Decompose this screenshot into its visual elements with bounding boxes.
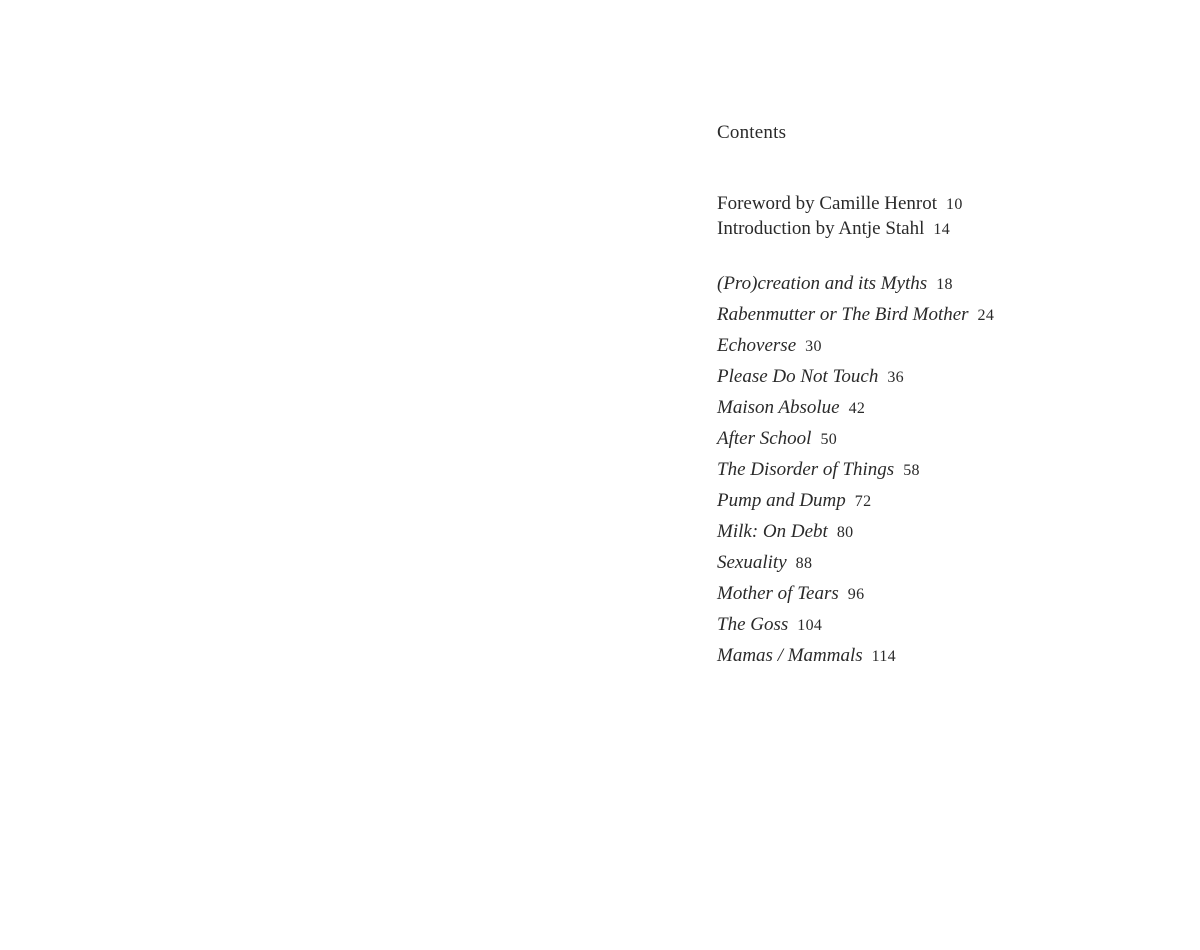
chapter-title: Echoverse [717, 335, 797, 356]
page-number: 104 [797, 617, 823, 634]
page-number: 42 [848, 400, 866, 417]
chapter-title: The Disorder of Things [717, 459, 895, 480]
entry-title: Introduction by Antje Stahl [717, 218, 925, 239]
chapter-title: Rabenmutter or The Bird Mother [717, 304, 969, 325]
toc-entry-chapter [717, 610, 994, 641]
toc-entry-chapter [717, 362, 994, 393]
page-number: 58 [903, 462, 920, 479]
page-number: 88 [795, 555, 813, 572]
toc-entry-chapter [717, 455, 994, 486]
toc-entry-chapter [717, 300, 994, 331]
page-number: 10 [946, 196, 963, 213]
page-number: 24 [977, 307, 995, 324]
toc-entry-chapter [717, 331, 994, 362]
toc-entry-chapter [717, 424, 994, 455]
chapter-title: The Goss [717, 614, 789, 635]
chapter-list [717, 269, 994, 672]
toc-entry-chapter [717, 269, 994, 300]
page-number: 80 [836, 524, 854, 541]
chapter-title: (Pro)creation and its Myths [717, 273, 928, 294]
chapter-title: Maison Absolue [717, 397, 840, 418]
front-matter-list [717, 192, 963, 242]
page-number: 30 [805, 338, 822, 355]
page-number: 18 [936, 276, 953, 293]
chapter-title: Mamas / Mammals [717, 645, 863, 666]
toc-entry-chapter [717, 579, 994, 610]
page-number: 114 [871, 648, 896, 665]
page-number: 96 [847, 586, 865, 603]
page-number: 50 [820, 431, 838, 448]
chapter-title: Milk: On Debt [717, 521, 828, 542]
contents-heading: Contents [717, 122, 787, 143]
page-number: 72 [854, 493, 872, 510]
toc-entry-chapter [717, 393, 994, 424]
toc-entry-introduction [717, 217, 963, 242]
toc-entry-foreword [717, 192, 963, 217]
chapter-title: Pump and Dump [717, 490, 846, 511]
chapter-title: Mother of Tears [717, 583, 839, 604]
contents-page [600, 0, 1200, 950]
toc-entry-chapter [717, 517, 994, 548]
toc-entry-chapter [717, 641, 994, 672]
page-number: 14 [933, 221, 951, 238]
chapter-title: Please Do Not Touch [717, 366, 879, 387]
page-number: 36 [887, 369, 904, 386]
toc-entry-chapter [717, 486, 994, 517]
chapter-title: After School [717, 428, 812, 449]
chapter-title: Sexuality [717, 552, 787, 573]
toc-entry-chapter [717, 548, 994, 579]
entry-title: Foreword by Camille Henrot [717, 193, 938, 214]
